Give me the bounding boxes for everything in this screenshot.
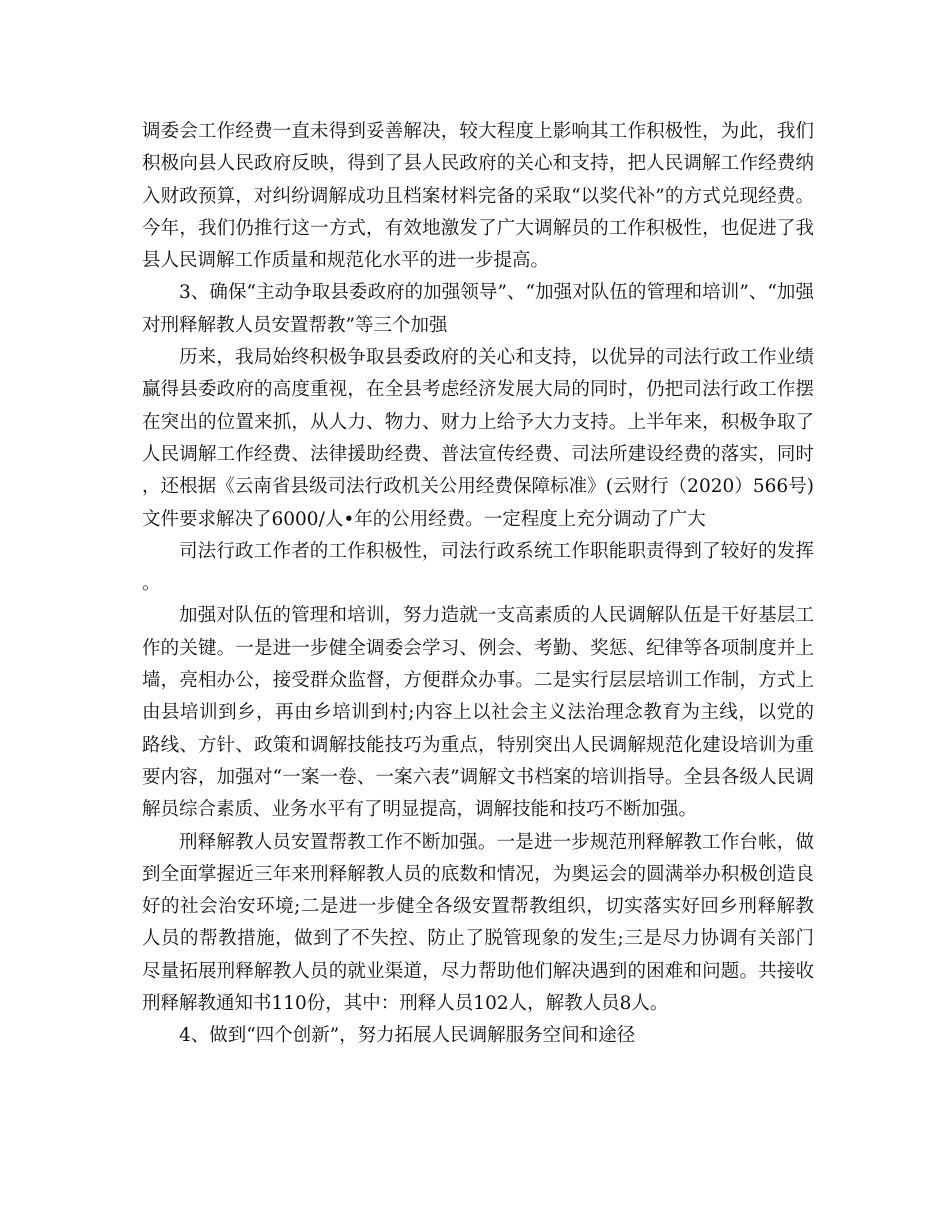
- section-heading-4: 4、做到“四个创新”，努力拓展人民调解服务空间和途径: [179, 1025, 636, 1047]
- document-body: [142, 116, 814, 1053]
- paragraph-leadership: 历来，我局始终积极争取县委政府的关心和支持，以优异的司法行政工作业绩赢得县委政府的高度重视，在全县考虑经济发展大局的同时，仍把司法行政工作摆在突出的位置来抓，从人力、物力、财力上给予大力支持。上半年来，积极争取了人民调解工作经费、法律援助经费、普法宣传经费、司法所建设经费的落实，同时，还根据《云南省县级司法行政机关公用经费保障标准》(云财行（2020）566号)文件要求解决了6000/人•年的公用经费。一定程度上充分调动了广大: [142, 347, 814, 530]
- paragraph-resettlement: 刑释解教人员安置帮教工作不断加强。一是进一步规范刑释解教工作台帐，做到全面掌握近三年来刑释解教人员的底数和情况，为奥运会的圆满举办积极创造良好的社会治安环境;二是进一步健全各级安置帮教组织，切实落实好回乡刑释解教人员的帮教措施，做到了不失控、防止了脱管现象的发生;三是尽力协调有关部门尽量拓展刑释解教人员的就业渠道，尽力帮助他们解决遇到的困难和问题。共接收刑释解教通知书110份，其中：刑释人员102人，解教人员8人。: [142, 831, 814, 1015]
- section-heading-3: 3、确保“主动争取县委政府的加强领导”、“加强对队伍的管理和培训”、“加强对刑释解教人员安置帮教”等三个加强: [142, 282, 814, 336]
- paragraph-team-training: 加强对队伍的管理和培训，努力造就一支高素质的人民调解队伍是干好基层工作的关键。一是进一步健全调委会学习、例会、考勤、奖惩、纪律等各项制度并上墙，亮相办公，接受群众监督，方便群众办事。二是实行层层培训工作制，方式上由县培训到乡，再由乡培训到村;内容上以社会主义法治理念教育为主线，以党的路线、方针、政策和调解技能技巧为重点，特别突出人民调解规范化建设培训为重要内容，加强对“一案一卷、一案六表”调解文书档案的培训指导。全县各级人民调解员综合素质、业务水平有了明显提高，调解技能和技巧不断加强。: [142, 605, 814, 821]
- paragraph-leadership-continued: 司法行政工作者的工作积极性，司法行政系统工作职能职责得到了较好的发挥。: [142, 540, 814, 595]
- paragraph-1: 调委会工作经费一直未得到妥善解决，较大程度上影响其工作积极性，为此，我们积极向县人民政府反映，得到了县人民政府的关心和支持，把人民调解工作经费纳入财政预算，对纠纷调解成功且档案材料完备的采取“以奖代补”的方式兑现经费。今年，我们仍推行这一方式，有效地激发了广大调解员的工作积极性，也促进了我县人民调解工作质量和规范化水平的进一步提高。: [142, 121, 814, 272]
